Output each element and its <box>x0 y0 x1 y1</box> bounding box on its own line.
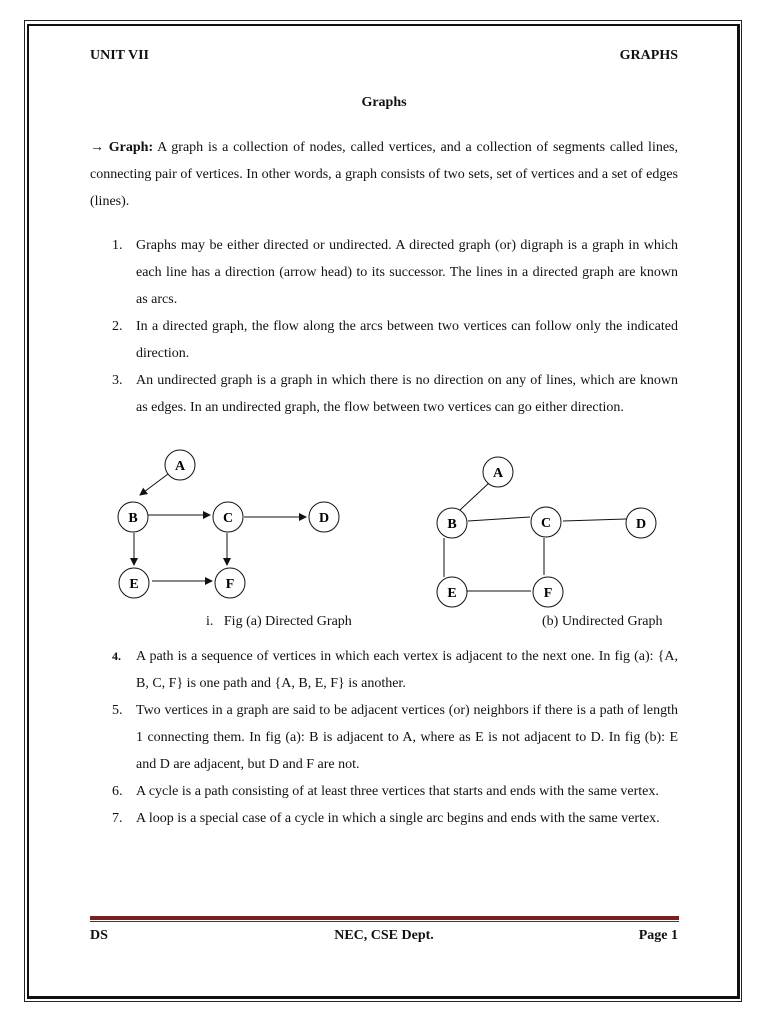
edge-a-b <box>460 482 490 510</box>
node-b <box>437 508 467 538</box>
intro-term: Graph: <box>108 140 154 155</box>
list-item <box>90 778 678 805</box>
svg-text:F: F <box>225 577 235 592</box>
footer-page-number: Page 1 <box>638 928 678 943</box>
node-f <box>533 577 563 607</box>
node-c <box>531 507 561 537</box>
list-item-number: 3. <box>112 373 123 388</box>
footer-department: NEC, CSE Dept. <box>334 928 434 943</box>
edge-c-d <box>563 519 626 521</box>
list-item-text: In a directed graph, the flow along the arcs between two vertices can follow only the indicated direction. <box>136 319 678 361</box>
directed-graph-figure <box>100 445 360 605</box>
list-item <box>90 367 678 421</box>
list-item-number: 2. <box>112 319 123 334</box>
node-f <box>215 568 245 598</box>
numbered-list-2 <box>90 643 678 832</box>
node-e <box>437 577 467 607</box>
footer-rule-thin <box>90 921 679 922</box>
list-item <box>90 805 678 832</box>
svg-text:F: F <box>543 586 553 601</box>
svg-text:A: A <box>492 466 504 481</box>
list-item <box>90 232 678 313</box>
footer-subject: DS <box>90 928 108 943</box>
list-item-number: 4. <box>112 649 121 663</box>
node-d <box>626 508 656 538</box>
list-item-text: A path is a sequence of vertices in which each vertex is adjacent to the next one. In fig (a): {A, B, C, F} is one path and {A, B, E, F} is another. <box>136 649 678 691</box>
list-item-number: 1. <box>112 238 123 253</box>
node-d <box>309 502 339 532</box>
header-unit: UNIT VII <box>90 48 150 63</box>
edge-a-b <box>140 474 168 495</box>
node-a <box>165 450 195 480</box>
list-item-number: 7. <box>112 811 123 826</box>
header-topic: GRAPHS <box>619 48 678 63</box>
numbered-list-1 <box>90 232 678 421</box>
list-item-text: Two vertices in a graph are said to be adjacent vertices (or) neighbors if there is a path of length 1 connecting them. In fig (a): B is adjacent to A, where as E is not adjacent to D. In fig (b): E and D are adjacent, but D and F are not. <box>136 703 678 772</box>
list-item-text: An undirected graph is a graph in which there is no direction on any of lines, which are known as edges. In an undirected graph, the flow between two vertices can go either direction. <box>136 373 678 415</box>
caption-number: i. <box>206 614 214 629</box>
svg-text:B: B <box>447 517 457 532</box>
list-item <box>90 313 678 367</box>
node-c <box>213 502 243 532</box>
list-item-text: A cycle is a path consisting of at least three vertices that starts and ends with the same vertex. <box>136 784 659 799</box>
node-e <box>119 568 149 598</box>
svg-text:C: C <box>540 516 552 531</box>
intro-text: A graph is a collection of nodes, called vertices, and a collection of segments called lines, connecting pair of vertices. In other words, a graph consists of two sets, set of vertices and a set of edges (lines). <box>90 140 678 209</box>
page-title: Graphs <box>361 95 407 110</box>
caption-directed <box>206 614 352 630</box>
arrow-icon: → <box>90 140 104 155</box>
svg-text:B: B <box>128 511 138 526</box>
list-item-number: 5. <box>112 703 123 718</box>
intro-paragraph <box>90 134 678 215</box>
undirected-graph-figure <box>420 450 680 610</box>
svg-text:D: D <box>318 511 330 526</box>
svg-text:D: D <box>635 517 647 532</box>
svg-text:A: A <box>174 459 186 474</box>
node-a <box>483 457 513 487</box>
svg-text:C: C <box>222 511 234 526</box>
list-item <box>90 643 678 697</box>
list-item-text: Graphs may be either directed or undirected. A directed graph (or) digraph is a graph in which each line has a direction (arrow head) to its successor. The lines in a directed graph are known as arcs. <box>136 238 678 307</box>
list-item-text: A loop is a special case of a cycle in which a single arc begins and ends with the same vertex. <box>136 811 660 826</box>
svg-text:E: E <box>129 577 139 592</box>
list-item <box>90 697 678 778</box>
svg-text:E: E <box>447 586 457 601</box>
footer-rule <box>90 916 679 920</box>
edge-b-c <box>468 517 530 521</box>
node-b <box>118 502 148 532</box>
list-item-number: 6. <box>112 784 123 799</box>
caption-text: Fig (a) Directed Graph <box>223 614 352 629</box>
caption-undirected: (b) Undirected Graph <box>542 614 663 629</box>
